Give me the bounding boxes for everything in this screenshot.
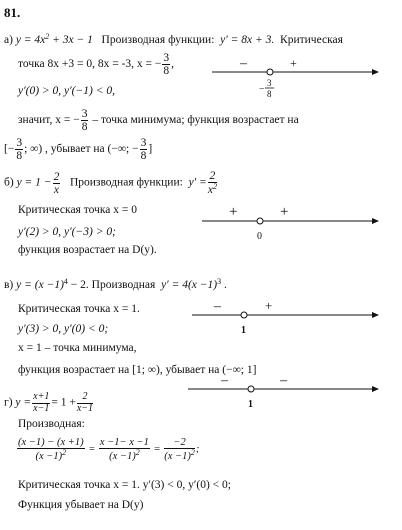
point-label: 0 — [257, 231, 262, 242]
part-a-derivative-word: Производная функции: — [101, 34, 215, 46]
point-sign: − — [259, 84, 265, 95]
part-b-increasing: функция возрастает на D(y). — [18, 244, 157, 256]
part-c-number-line — [192, 297, 380, 339]
part-a-intervals: [− $\frac{3}{8}$ ; ∞) , убывает на (−∞; − $\frac{3}{8}$ ] — [4, 137, 153, 163]
part-a-derivative: y′ = 8x + 3. — [220, 34, 275, 46]
part-d-number-line — [188, 371, 380, 413]
arrow-head-icon — [372, 312, 379, 318]
part-b-derivative-word: Производная функции: — [69, 176, 183, 189]
fraction: $\frac{2}{x}$ — [53, 170, 60, 196]
point-numerator: 3 — [267, 78, 272, 88]
fraction: $\frac{3}{8}$ — [16, 137, 23, 163]
part-a-critical-point: точка 8x +3 = 0, 8x = -3, x = − $\frac{3}{8}$ , — [18, 52, 175, 78]
fraction: $\frac{(x -1) - (x +1)}{(x -1)^2}$ — [18, 437, 84, 463]
part-c-label: в) — [4, 279, 14, 291]
part-d-derivative-word: Производная: — [18, 418, 85, 430]
part-a-checks: y′(0) > 0, y′(−1) < 0, — [18, 85, 115, 97]
arrow-head-icon — [372, 69, 379, 75]
part-a-minimum: значит, x = − $\frac{3}{8}$ – точка минимума; функция возрастает на — [18, 108, 299, 134]
critical-point-marker — [257, 218, 263, 224]
part-a-statement — [4, 33, 343, 47]
critical-point-marker — [248, 386, 254, 392]
part-c-critical: Критическая точка x = 1. — [18, 303, 140, 315]
fraction: $\frac{3}{8}$ — [163, 52, 170, 78]
fraction: $\frac{-2}{(x -1)^2}$ — [164, 437, 195, 463]
point-label: 1 — [248, 399, 253, 410]
arrow-head-icon — [372, 218, 379, 224]
part-d-critical: Критическая точка x = 1. y′(3) < 0, y′(0) < 0; — [18, 479, 231, 491]
sign-plus-right: + — [280, 204, 289, 220]
sign-minus: – — [240, 56, 247, 71]
critical-point-marker — [241, 312, 247, 318]
fraction: $\frac{x+1}{x-1}$ — [33, 391, 50, 414]
part-b-checks: y′(2) > 0, y′(−3) > 0; — [18, 226, 116, 238]
fraction: $\frac{3}{8}$ — [140, 137, 147, 163]
part-b-number-line — [202, 203, 380, 245]
part-d-label: г) — [4, 396, 13, 409]
part-a-critical-word: Критическая — [280, 34, 343, 46]
part-a-function: $y = 4x^2 + 3x - 1$ — [15, 32, 93, 46]
part-c-statement: в) $y = (x -1)^4 - 2$. Производная $y' = 4(x -1)^3$ . — [4, 277, 227, 291]
problem-number: 81. — [4, 5, 21, 20]
point-label: 1 — [241, 325, 246, 336]
fraction: $\frac{2}{x^2}$ — [207, 170, 217, 197]
part-c-minimum: x = 1 – точка минимума, — [18, 342, 137, 354]
sign-minus: – — [214, 299, 221, 314]
part-b-critical: Критическая точка x = 0 — [18, 204, 137, 216]
fraction: $\frac{3}{8}$ — [81, 108, 88, 134]
fraction: $\frac{x -1- x -1}{(x -1)^2}$ — [99, 437, 149, 463]
part-a-label: а) — [4, 34, 13, 46]
sign-minus-right: – — [280, 373, 287, 388]
part-b-statement: б) y = 1 − $\frac{2}{x}$ Производная функции: y′ = $\frac{2}{x^2}$ — [4, 170, 217, 197]
part-c-checks: y′(3) > 0, y′(0) < 0; — [18, 323, 109, 335]
sign-plus: + — [290, 56, 297, 70]
fraction: $\frac{2}{x-1}$ — [76, 391, 94, 414]
critical-point-marker — [267, 69, 273, 75]
sign-plus: + — [265, 298, 273, 313]
part-a-number-line — [212, 55, 380, 101]
point-denominator: 8 — [267, 89, 272, 99]
part-d-decreasing: Функция убывает на D(y) — [18, 499, 144, 511]
part-b-label: б) — [4, 176, 14, 189]
arrow-head-icon — [372, 386, 379, 392]
part-c-intervals: функция возрастает на [1; ∞), убывает на (−∞; 1] — [18, 364, 257, 376]
part-d-derivative: $\frac{(x -1) - (x +1)}{(x -1)^2}$ = $\frac{x -1- x -1}{(x -1)^2}$ = $\frac{-2}{(x -1)^2}$ ; — [18, 437, 200, 463]
sign-plus-left: + — [229, 204, 238, 220]
sign-minus-left: – — [221, 373, 228, 388]
part-d-statement: г) y = $\frac{x+1}{x-1}$ = 1 + $\frac{2}{x-1}$ — [4, 391, 94, 414]
